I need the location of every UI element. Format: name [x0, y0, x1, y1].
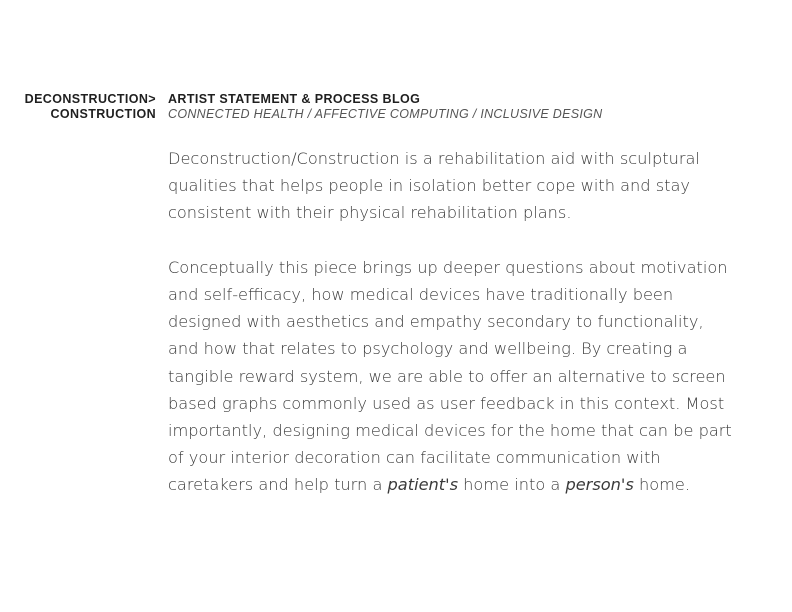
text-line: importantly, designing medical devices for the home that can be part: [168, 421, 732, 441]
text-line: Conceptually this piece brings up deeper questions about motivation: [168, 257, 728, 277]
paragraph-1: [168, 145, 728, 227]
text-line: of your interior decoration can facilitate communication with: [168, 448, 661, 468]
emphasis-patients: patient's: [387, 475, 459, 495]
text-line-last: [168, 471, 728, 498]
text-line: and how that relates to psychology and wellbeing. By creating a: [168, 339, 688, 359]
page-header: [168, 92, 768, 122]
text-fragment: home.: [633, 475, 690, 495]
project-title-line2: CONSTRUCTION: [50, 107, 156, 121]
text-fragment: caretakers and help turn a: [168, 475, 388, 495]
emphasis-persons: person's: [565, 475, 634, 495]
text-line: tangible reward system, we are able to offer an alternative to screen: [168, 366, 726, 386]
page-subtitle: CONNECTED HEALTH / AFFECTIVE COMPUTING / INCLUSIVE DESIGN: [168, 107, 603, 121]
text-line: consistent with their physical rehabilitation plans.: [168, 203, 572, 223]
text-line: designed with aesthetics and empathy secondary to functionality,: [168, 312, 704, 332]
text-line: qualities that helps people in isolation better cope with and stay: [168, 176, 690, 196]
page-title: ARTIST STATEMENT & PROCESS BLOG: [168, 92, 421, 106]
project-title: [25, 92, 156, 122]
text-line: and self-efficacy, how medical devices have traditionally been: [168, 285, 674, 304]
project-title-line1: DECONSTRUCTION>: [24, 92, 156, 106]
text-line: based graphs commonly used as user feedback in this context. Most: [168, 393, 725, 413]
paragraph-2: [168, 254, 732, 499]
text-fragment: home into a: [458, 475, 566, 495]
text-line: Deconstruction/Construction is a rehabilitation aid with sculptural: [168, 149, 700, 168]
artist-statement: [168, 145, 732, 526]
